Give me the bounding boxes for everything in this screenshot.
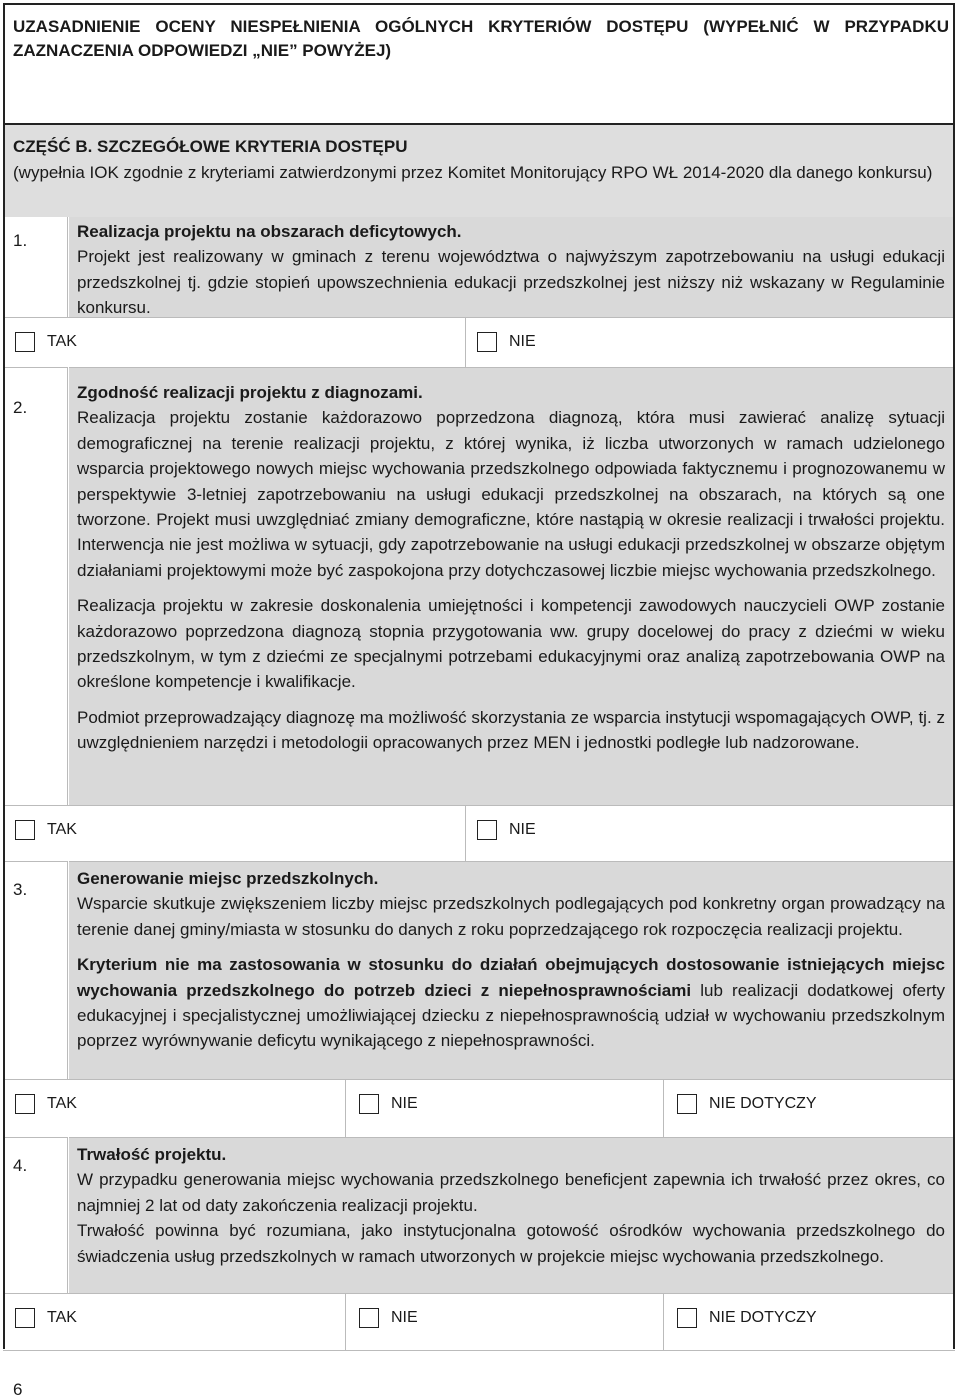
option-nie-dotyczy[interactable] xyxy=(677,1094,817,1114)
checkbox[interactable] xyxy=(15,820,35,840)
criterion-1-options xyxy=(3,317,955,368)
option-nie[interactable] xyxy=(359,1094,418,1114)
part-b-title: CZĘŚĆ B. SZCZEGÓŁOWE KRYTERIA DOSTĘPU xyxy=(13,137,408,156)
option-label: TAK xyxy=(47,1095,77,1112)
criterion-2-options xyxy=(3,805,955,862)
divider xyxy=(663,1294,664,1350)
criterion-paragraph: Projekt jest realizowany w gminach z terenu województwa o najwyższym zapotrzebowaniu na usługi edukacji przedszkolnej tj. gdzie stopień upowszechnienia edukacji przedszkolnej jest niższy niż wskazany w Regulaminie konkursu. xyxy=(77,247,945,318)
checkbox[interactable] xyxy=(477,820,497,840)
divider xyxy=(465,318,466,368)
checkbox[interactable] xyxy=(677,1308,697,1328)
option-label: NIE xyxy=(391,1309,418,1326)
criterion-4-number-cell xyxy=(3,1137,68,1294)
option-nie[interactable] xyxy=(477,820,536,840)
criterion-number: 4. xyxy=(13,1156,28,1175)
page-number: 6 xyxy=(13,1380,23,1399)
criterion-2-number-cell xyxy=(3,367,68,806)
option-label: NIE xyxy=(509,333,536,350)
divider xyxy=(345,1294,346,1350)
option-nie[interactable] xyxy=(359,1308,418,1328)
criterion-4-options xyxy=(3,1293,955,1351)
criterion-title: Realizacja projektu na obszarach deficytowych. xyxy=(77,222,462,241)
option-label: NIE DOTYCZY xyxy=(709,1095,817,1112)
criterion-3-content xyxy=(69,861,955,1080)
criterion-paragraph: Realizacja projektu w zakresie doskonalenia umiejętności i kompetencji zawodowych nauczycieli OWP zostanie każdorazowo poprzedzona diagnozą stopnia przygotowania ww. grupy docelowej do pracy z dziećmi w wieku przedszkolnym, w tym z dziećmi ze specjalnymi potrzebami edukacyjnymi oraz analizą zapotrzebowania OWP na określone kompetencje i kwalifikacje. xyxy=(77,596,945,692)
criterion-number: 1. xyxy=(13,231,28,250)
criterion-title: Zgodność realizacji projektu z diagnozami. xyxy=(77,383,423,402)
justification-header xyxy=(3,3,955,123)
option-label: TAK xyxy=(47,821,77,838)
criterion-paragraph: Wsparcie skutkuje zwiększeniem liczby miejsc przedszkolnych podlegających pod konkretny organ prowadzący na terenie danej gminy/miasta w stosunku do danych z roku poprzedzającego rok rozpoczęcia realizacji projektu. xyxy=(77,894,945,939)
frame-right xyxy=(953,3,955,1349)
divider xyxy=(465,806,466,862)
option-tak[interactable] xyxy=(15,1094,77,1114)
criterion-paragraph: Podmiot przeprowadzający diagnozę ma możliwość skorzystania ze wsparcia instytucji wspomagających OWP, tj. z uwzględnieniem narzędzi i metodologii opracowanych przez MEN i jednostki podległe lub nadzorowane. xyxy=(77,707,945,753)
checkbox[interactable] xyxy=(15,332,35,352)
criterion-paragraph: W przypadku generowania miejsc wychowania przedszkolnego beneficjent zapewnia ich trwałość przez okres, co najmniej 2 lat od daty zakończenia realizacji projektu. xyxy=(77,1170,945,1215)
option-nie-dotyczy[interactable] xyxy=(677,1308,817,1328)
frame-left xyxy=(3,3,5,1349)
option-tak[interactable] xyxy=(15,1308,77,1328)
option-label: TAK xyxy=(47,1309,77,1326)
option-tak[interactable] xyxy=(15,820,77,840)
part-b-subtitle: (wypełnia IOK zgodnie z kryteriami zatwierdzonymi przez Komitet Monitorujący RPO WŁ 2014-2020 dla danego konkursu) xyxy=(13,163,933,182)
option-label: TAK xyxy=(47,333,77,350)
checkbox[interactable] xyxy=(677,1094,697,1114)
criterion-exception-note xyxy=(77,952,945,1054)
criterion-paragraph: Realizacja projektu zostanie każdorazowo poprzedzona diagnozą, która musi zawierać analizę sytuacji demograficznej na terenie realizacji projektu, z której wynika, iż liczba utworzonych w ramach udzielonego wsparcia projektowego nowych miejsc wychowania przedszkolnego odpowiada faktycznemu i prognozowanemu w perspektywie 3-letniej zapotrzebowaniu na usługi edukacji przedszkolnej na obszarach, na których są one tworzone. Projekt musi uwzględniać zmiany demograficzne, które nastąpią w okresie realizacji i trwałości projektu. Interwencja nie jest możliwa w sytuacji, gdy zapotrzebowanie na usługi edukacji przedszkolnej w obszarze objętym działaniami projektowymi może być zaspokojona przy dotychczasowej liczbie miejsc wychowania przedszkolnego. xyxy=(77,408,945,580)
criterion-number: 2. xyxy=(13,398,28,417)
criterion-title: Trwałość projektu. xyxy=(77,1145,227,1164)
part-b-header xyxy=(3,123,955,217)
criterion-title: Generowanie miejsc przedszkolnych. xyxy=(77,869,379,888)
criterion-2-content xyxy=(69,367,955,806)
criterion-4-content xyxy=(69,1137,955,1294)
exception-rest: lub realizacji dodatkowej oferty edukacyjnej i specjalistycznej umożliwiającej dziecku z niepełnosprawnością udział w wychowaniu przedszkolnym poprzez wyrównywanie deficytu wynikającego z niepełnosprawności. xyxy=(77,980,945,1051)
justification-title: UZASADNIENIE OCENY NIESPEŁNIENIA OGÓLNYCH KRYTERIÓW DOSTĘPU (WYPEŁNIĆ W PRZYPADKU ZAZNACZENIA ODPOWIEDZI „NIE” POWYŻEJ) xyxy=(13,17,949,60)
criterion-3-number-cell xyxy=(3,861,68,1080)
criterion-3-options xyxy=(3,1079,955,1138)
option-nie[interactable] xyxy=(477,332,536,352)
option-tak[interactable] xyxy=(15,332,77,352)
option-label: NIE DOTYCZY xyxy=(709,1309,817,1326)
criterion-number: 3. xyxy=(13,880,28,899)
option-label: NIE xyxy=(509,821,536,838)
divider xyxy=(663,1080,664,1138)
checkbox[interactable] xyxy=(15,1094,35,1114)
option-label: NIE xyxy=(391,1095,418,1112)
checkbox[interactable] xyxy=(359,1308,379,1328)
checkbox[interactable] xyxy=(359,1094,379,1114)
checkbox[interactable] xyxy=(15,1308,35,1328)
criterion-1-number-cell xyxy=(3,217,68,317)
divider xyxy=(345,1080,346,1138)
criterion-1-content xyxy=(69,217,955,317)
criterion-paragraph: Trwałość powinna być rozumiana, jako instytucjonalna gotowość ośrodków wychowania przedszkolnego do świadczenia usług przedszkolnych w ramach utworzonych w projekcie miejsc wychowania przedszkolnego. xyxy=(77,1221,945,1266)
checkbox[interactable] xyxy=(477,332,497,352)
exception-bold: Kryterium nie ma zastosowania w stosunku do działań obejmujących dostosowanie istniejących miejsc wychowania przedszkolnego do potrzeb dzieci z niepełnosprawnościami xyxy=(77,955,945,1000)
